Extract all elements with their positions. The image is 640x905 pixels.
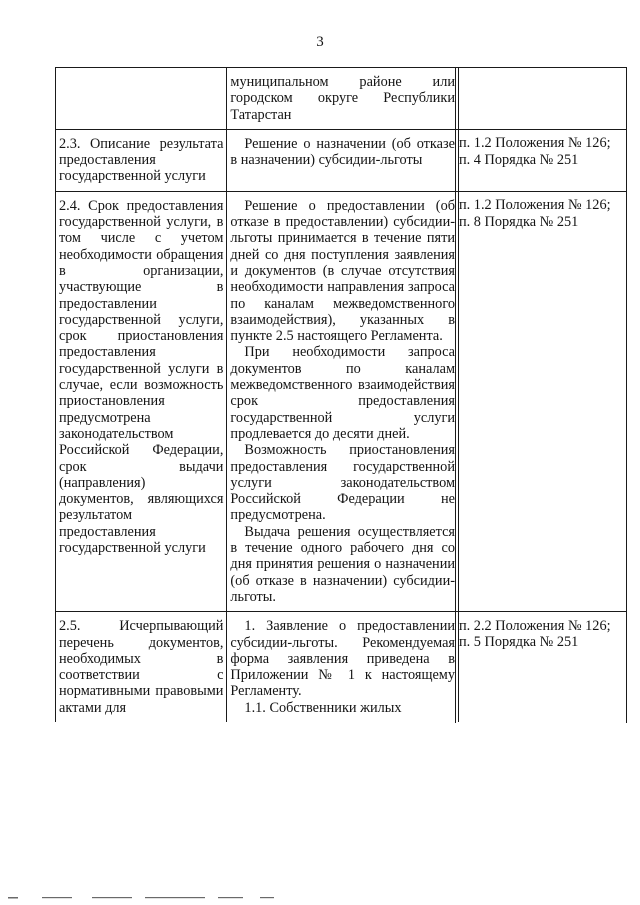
content-paragraph: 1. Заявление о предоставлении субсидии-льготы. Рекомендуемая форма заявления приведена в Приложении № 1 к настоящему Регламенту. <box>230 618 455 700</box>
table-row <box>56 129 459 191</box>
content-paragraph: Решение о назначении (об отказе в назначении) субсидии-льготы <box>230 135 455 169</box>
content-paragraph: муниципальном районе или городском округе Республики Татарстан <box>230 74 455 123</box>
table-row <box>56 191 459 611</box>
regulation-table <box>55 67 459 722</box>
row-divider <box>455 129 627 130</box>
cell-item-description: 2.4. Срок предоставления государственной услуги, в том числе с учетом необходимости обращения в организации, участвующие в предоставлении государственной услуги, срок приостановления предоставления государственной услуги в случае, если возможность приостановления предусмотрена законодательством Российской Федерации, срок выдачи (направления) документов, являющихся результатом предоставления государственной услуги <box>56 191 227 611</box>
table-row <box>56 612 459 722</box>
row-divider <box>455 191 627 192</box>
legal-reference: п. 1.2 Положения № 126; п. 8 Порядка № 251 <box>459 197 611 230</box>
cell-item-content <box>227 612 459 722</box>
legal-reference: п. 1.2 Положения № 126; п. 4 Порядка № 251 <box>459 135 611 168</box>
table-row <box>56 68 459 130</box>
content-paragraph: 1.1. Собственники жилых <box>244 699 402 716</box>
cell-item-content <box>227 68 459 130</box>
cell-item-content <box>227 191 459 611</box>
page-number: 3 <box>316 34 324 50</box>
content-paragraph: Решение о предоставлении (об отказе в предоставлении) субсидии-льготы принимается в течение пяти дней со дня поступления заявления и документов (в случае отсутствия необходимости направления запроса по каналам межведомственного взаимодействия), указанных в пункте 2.5 настоящего Регламента. <box>230 197 455 345</box>
content-paragraph: При необходимости запроса документов по каналам межведомственного взаимодействия срок предоставления государственной услуги продлевается до десяти дней. <box>230 344 455 442</box>
content-paragraph: Выдача решения осуществляется в течение одного рабочего дня со дня принятия решения о назначении (об отказе в назначении) субсидии-льготы. <box>230 523 455 605</box>
cell-item-description: 2.3. Описание результата предоставления государственной услуги <box>56 129 227 191</box>
row-divider <box>455 611 627 612</box>
cell-item-description <box>56 68 227 130</box>
legal-reference: п. 2.2 Положения № 126; п. 5 Порядка № 251 <box>459 617 611 650</box>
cell-item-description: 2.5. Исчерпывающий перечень документов, необходимых в соответствии с нормативными правовыми актами для <box>56 612 227 722</box>
content-paragraph: Возможность приостановления предоставления государственной услуги законодательством Российской Федерации не предусмотрена. <box>230 442 455 524</box>
cell-item-content <box>227 129 459 191</box>
scan-artifact-strip <box>0 890 640 905</box>
